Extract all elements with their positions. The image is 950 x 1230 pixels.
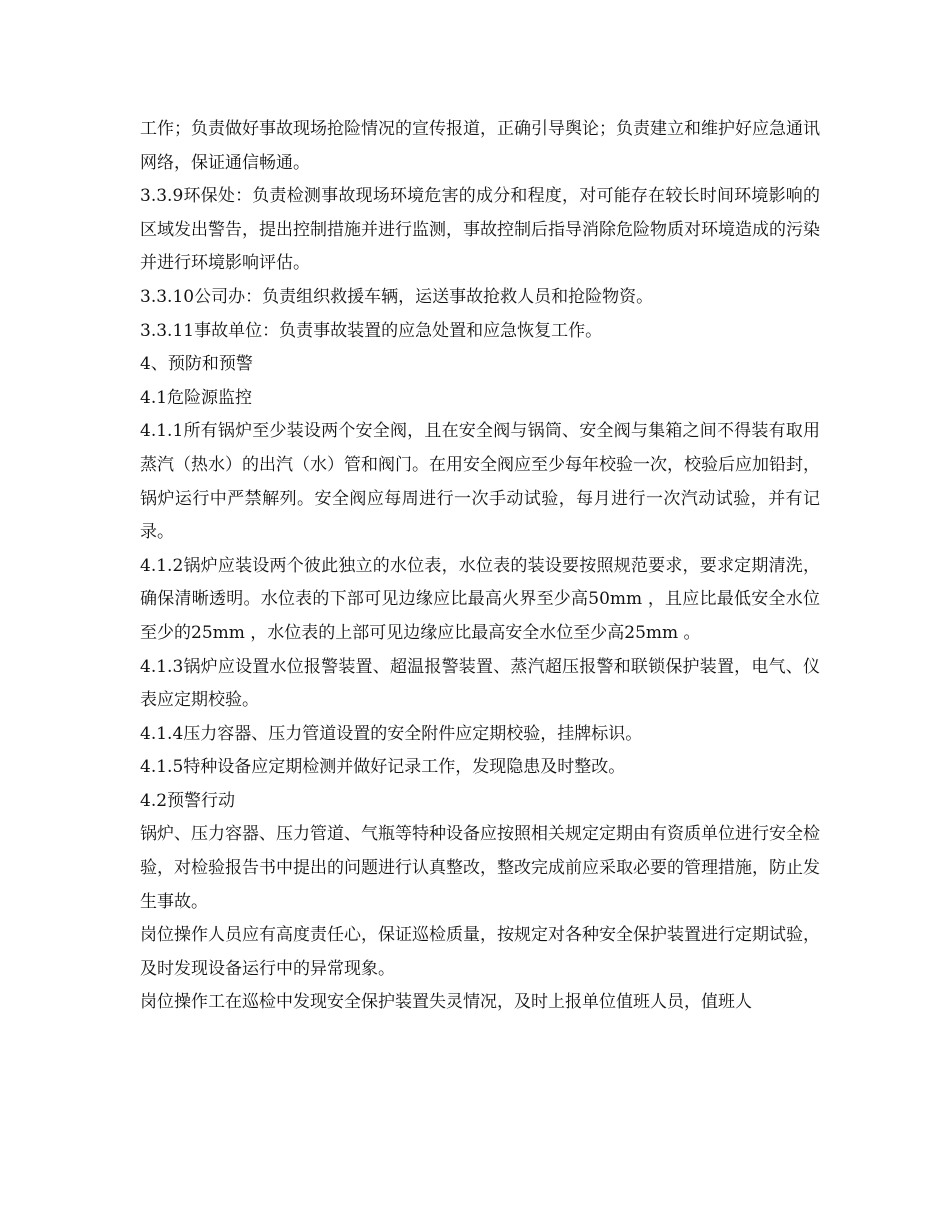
paragraph-3-3-9: 3.3.9环保处：负责检测事故现场环境危害的成分和程度，对可能存在较长时间环境影响的区域发出警告，提出控制措施并进行监测，事故控制后指导消除危险物质对环境造成的污染并进行环境影响评估。 — [140, 186, 820, 274]
paragraph-3-3-10: 3.3.10公司办：负责组织救援车辆，运送事故抢救人员和抢险物资。 — [140, 286, 654, 307]
paragraph-4-1-5: 4.1.5特种设备应定期检测并做好记录工作，发现隐患及时整改。 — [140, 757, 626, 778]
paragraph-inspection: 锅炉、压力容器、压力管道、气瓶等特种设备应按照相关规定定期由有资质单位进行安全检验，对检验报告书中提出的问题进行认真整改，整改完成前应采取必要的管理措施，防止发生事故。 — [140, 824, 820, 912]
paragraph-4-1-1: 4.1.1所有锅炉至少装设两个安全阀，且在安全阀与锅筒、安全阀与集箱之间不得装有取用蒸汽（热水）的出汽（水）管和阀门。在用安全阀应至少每年校验一次，校验后应加铅封，锅炉运行中严禁解列。安全阀应每周进行一次手动试验，每月进行一次汽动试验，并有记录。 — [140, 421, 820, 543]
paragraph-operators: 岗位操作人员应有高度责任心，保证巡检质量，按规定对各种安全保护装置进行定期试验，及时发现设备运行中的异常现象。 — [140, 925, 820, 979]
paragraph-4-1-4: 4.1.4压力容器、压力管道设置的安全附件应定期校验，挂牌标识。 — [140, 723, 643, 744]
paragraph-3-3-11: 3.3.11事故单位：负责事故装置的应急处置和应急恢复工作。 — [140, 320, 603, 341]
document-body — [140, 113, 820, 1020]
heading-4: 4、预防和预警 — [140, 354, 253, 375]
paragraph-4-1-2: 4.1.2锅炉应装设两个彼此独立的水位表，水位表的装设要按照规范要求，要求定期清洗，确保清晰透明。水位表的下部可见边缘应比最高火界至少高50mm ，且应比最低安全水位至少的25mm ，水位表的上部可见边缘应比最高安全水位至少高25mm 。 — [140, 555, 820, 643]
heading-4-1: 4.1危险源监控 — [140, 387, 253, 408]
paragraph-report: 岗位操作工在巡检中发现安全保护装置失灵情况，及时上报单位值班人员，值班人 — [140, 992, 752, 1013]
paragraph-4-1-3: 4.1.3锅炉应设置水位报警装置、超温报警装置、蒸汽超压报警和联锁保护装置，电气、仪表应定期校验。 — [140, 656, 820, 711]
paragraph-pr-duty: 工作；负责做好事故现场抢险情况的宣传报道，正确引导舆论；负责建立和维护好应急通讯网络，保证通信畅通。 — [140, 119, 820, 173]
heading-4-2: 4.2预警行动 — [140, 790, 236, 811]
